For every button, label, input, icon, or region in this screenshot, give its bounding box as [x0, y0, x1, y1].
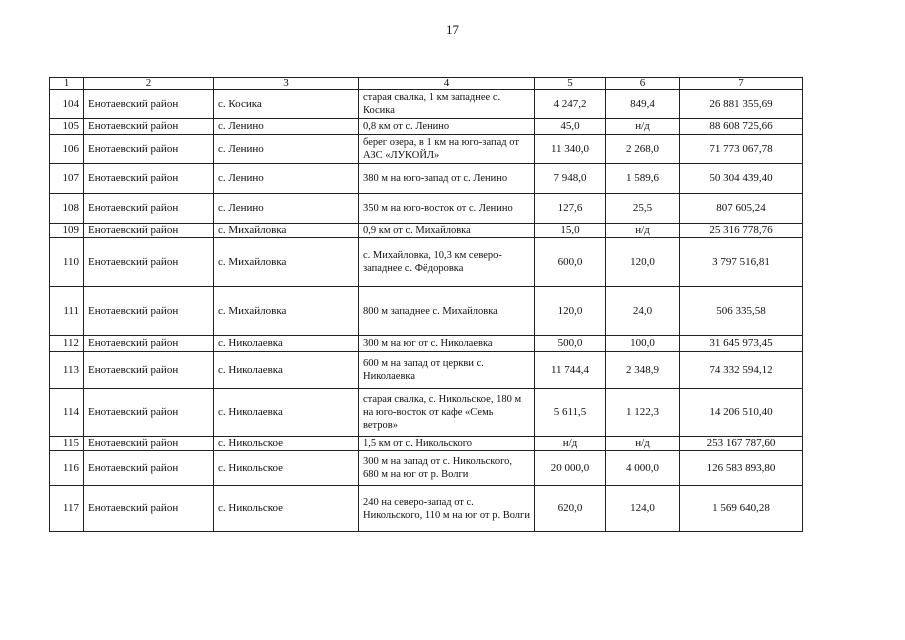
col-header-4: 4	[359, 78, 535, 90]
col-header-1: 1	[50, 78, 84, 90]
cell-c2: Енотаевский район	[84, 224, 214, 238]
table-row	[50, 164, 803, 194]
cell-c2: Енотаевский район	[84, 287, 214, 336]
cell-c1: 115	[50, 437, 84, 451]
table-row	[50, 90, 803, 119]
cell-c3: с. Ленино	[214, 119, 359, 135]
cell-c6: н/д	[606, 437, 680, 451]
cell-c2: Енотаевский район	[84, 119, 214, 135]
cell-c5: 127,6	[535, 194, 606, 224]
table-row	[50, 287, 803, 336]
cell-c7: 50 304 439,40	[680, 164, 803, 194]
cell-c2: Енотаевский район	[84, 164, 214, 194]
cell-c3: с. Никольское	[214, 486, 359, 532]
cell-c2: Енотаевский район	[84, 486, 214, 532]
cell-c4: с. Михайловка, 10,3 км северо-западнее с. Фёдоровка	[359, 238, 535, 287]
cell-c4: берег озера, в 1 км на юго-запад от АЗС «ЛУКОЙЛ»	[359, 135, 535, 164]
cell-c3: с. Ленино	[214, 194, 359, 224]
table-row	[50, 194, 803, 224]
cell-c2: Енотаевский район	[84, 336, 214, 352]
cell-c4: старая свалка, с. Никольское, 180 м на юго-восток от кафе «Семь ветров»	[359, 389, 535, 437]
cell-c6: 25,5	[606, 194, 680, 224]
cell-c2: Енотаевский район	[84, 194, 214, 224]
cell-c3: с. Никольское	[214, 451, 359, 486]
cell-c3: с. Николаевка	[214, 352, 359, 389]
cell-c7: 25 316 778,76	[680, 224, 803, 238]
col-header-2: 2	[84, 78, 214, 90]
cell-c5: 11 744,4	[535, 352, 606, 389]
cell-c7: 1 569 640,28	[680, 486, 803, 532]
table-row	[50, 336, 803, 352]
cell-c7: 253 167 787,60	[680, 437, 803, 451]
cell-c6: 1 589,6	[606, 164, 680, 194]
cell-c1: 110	[50, 238, 84, 287]
cell-c7: 88 608 725,66	[680, 119, 803, 135]
cell-c6: 24,0	[606, 287, 680, 336]
cell-c3: с. Михайловка	[214, 238, 359, 287]
cell-c5: 4 247,2	[535, 90, 606, 119]
cell-c3: с. Николаевка	[214, 336, 359, 352]
cell-c7: 74 332 594,12	[680, 352, 803, 389]
cell-c4: 0,9 км от с. Михайловка	[359, 224, 535, 238]
cell-c6: 849,4	[606, 90, 680, 119]
cell-c6: 4 000,0	[606, 451, 680, 486]
cell-c6: н/д	[606, 119, 680, 135]
cell-c4: 1,5 км от с. Никольского	[359, 437, 535, 451]
cell-c7: 3 797 516,81	[680, 238, 803, 287]
cell-c2: Енотаевский район	[84, 90, 214, 119]
header-row	[50, 78, 803, 90]
cell-c4: 240 на северо-запад от с. Никольского, 110 м на юг от р. Волги	[359, 486, 535, 532]
cell-c1: 117	[50, 486, 84, 532]
col-header-3: 3	[214, 78, 359, 90]
cell-c6: 2 348,9	[606, 352, 680, 389]
cell-c4: 300 м на запад от с. Никольского, 680 м на юг от р. Волги	[359, 451, 535, 486]
cell-c1: 104	[50, 90, 84, 119]
data-table	[49, 77, 803, 532]
cell-c3: с. Михайловка	[214, 224, 359, 238]
cell-c4: 600 м на запад от церкви с. Николаевка	[359, 352, 535, 389]
cell-c2: Енотаевский район	[84, 238, 214, 287]
table-row	[50, 224, 803, 238]
table-row	[50, 238, 803, 287]
cell-c1: 106	[50, 135, 84, 164]
cell-c7: 14 206 510,40	[680, 389, 803, 437]
cell-c2: Енотаевский район	[84, 437, 214, 451]
cell-c5: 5 611,5	[535, 389, 606, 437]
table-row	[50, 437, 803, 451]
table-row	[50, 451, 803, 486]
cell-c5: н/д	[535, 437, 606, 451]
cell-c7: 31 645 973,45	[680, 336, 803, 352]
cell-c5: 20 000,0	[535, 451, 606, 486]
cell-c6: 100,0	[606, 336, 680, 352]
cell-c7: 26 881 355,69	[680, 90, 803, 119]
cell-c5: 45,0	[535, 119, 606, 135]
cell-c6: 2 268,0	[606, 135, 680, 164]
cell-c1: 112	[50, 336, 84, 352]
table-row	[50, 352, 803, 389]
cell-c7: 71 773 067,78	[680, 135, 803, 164]
cell-c1: 108	[50, 194, 84, 224]
cell-c6: 124,0	[606, 486, 680, 532]
cell-c3: с. Косика	[214, 90, 359, 119]
cell-c1: 114	[50, 389, 84, 437]
cell-c4: 300 м на юг от с. Николаевка	[359, 336, 535, 352]
cell-c6: 1 122,3	[606, 389, 680, 437]
cell-c5: 11 340,0	[535, 135, 606, 164]
cell-c7: 506 335,58	[680, 287, 803, 336]
cell-c5: 7 948,0	[535, 164, 606, 194]
cell-c1: 105	[50, 119, 84, 135]
cell-c3: с. Николаевка	[214, 389, 359, 437]
cell-c1: 107	[50, 164, 84, 194]
cell-c4: 380 м на юго-запад от с. Ленино	[359, 164, 535, 194]
cell-c2: Енотаевский район	[84, 352, 214, 389]
cell-c7: 126 583 893,80	[680, 451, 803, 486]
cell-c6: н/д	[606, 224, 680, 238]
cell-c3: с. Михайловка	[214, 287, 359, 336]
cell-c2: Енотаевский район	[84, 135, 214, 164]
cell-c5: 15,0	[535, 224, 606, 238]
cell-c1: 109	[50, 224, 84, 238]
cell-c6: 120,0	[606, 238, 680, 287]
table-row	[50, 119, 803, 135]
cell-c5: 620,0	[535, 486, 606, 532]
table-row	[50, 486, 803, 532]
cell-c4: старая свалка, 1 км западнее с. Косика	[359, 90, 535, 119]
cell-c1: 116	[50, 451, 84, 486]
cell-c5: 600,0	[535, 238, 606, 287]
cell-c4: 800 м западнее с. Михайловка	[359, 287, 535, 336]
col-header-5: 5	[535, 78, 606, 90]
cell-c3: с. Никольское	[214, 437, 359, 451]
cell-c2: Енотаевский район	[84, 451, 214, 486]
cell-c3: с. Ленино	[214, 164, 359, 194]
cell-c1: 113	[50, 352, 84, 389]
cell-c5: 120,0	[535, 287, 606, 336]
col-header-7: 7	[680, 78, 803, 90]
page-number: 17	[446, 22, 459, 37]
cell-c7: 807 605,24	[680, 194, 803, 224]
cell-c5: 500,0	[535, 336, 606, 352]
table-row	[50, 135, 803, 164]
cell-c3: с. Ленино	[214, 135, 359, 164]
table-row	[50, 389, 803, 437]
col-header-6: 6	[606, 78, 680, 90]
cell-c2: Енотаевский район	[84, 389, 214, 437]
cell-c4: 0,8 км от с. Ленино	[359, 119, 535, 135]
cell-c4: 350 м на юго-восток от с. Ленино	[359, 194, 535, 224]
cell-c1: 111	[50, 287, 84, 336]
